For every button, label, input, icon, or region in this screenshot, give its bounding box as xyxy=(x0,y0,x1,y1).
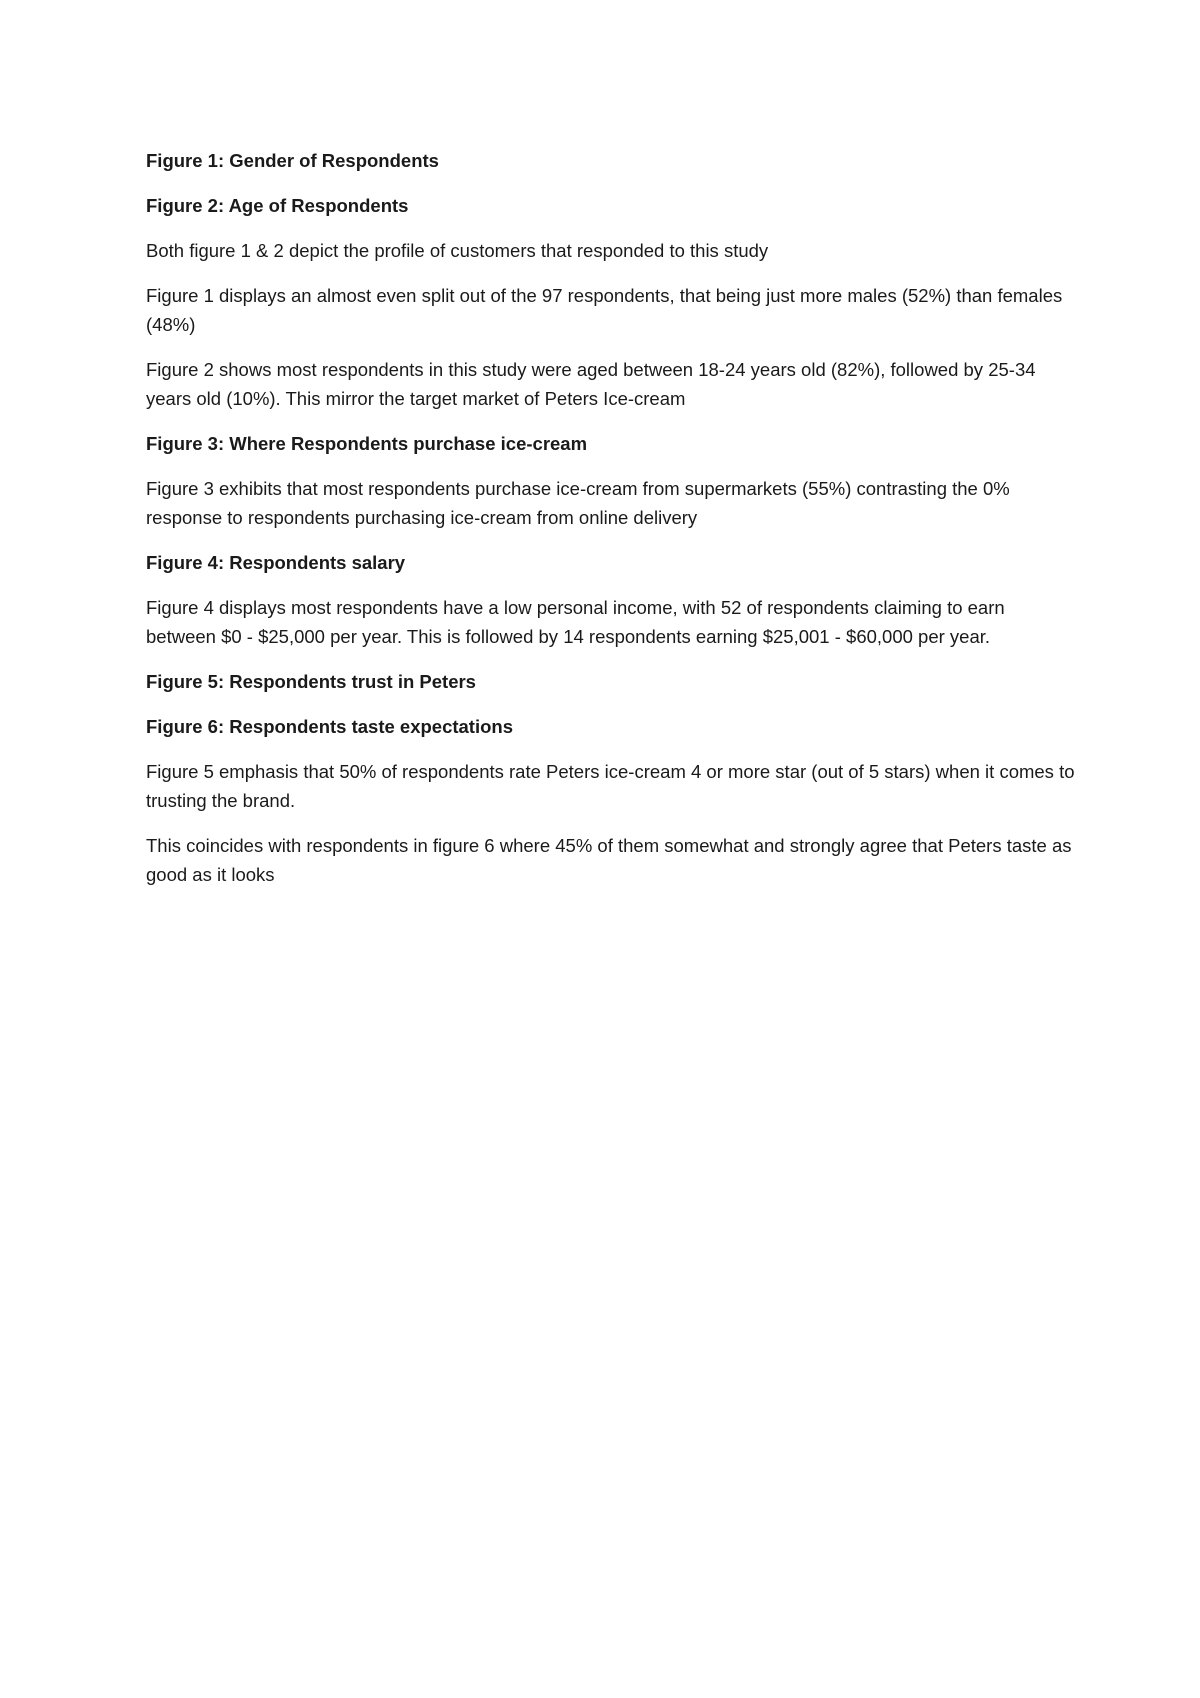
figure-3-heading: Figure 3: Where Respondents purchase ice-cream xyxy=(146,433,588,454)
figure-5-heading: Figure 5: Respondents trust in Peters xyxy=(146,671,476,692)
figure-2-heading: Figure 2: Age of Respondents xyxy=(146,195,409,216)
figure-4-heading: Figure 4: Respondents salary xyxy=(146,552,406,573)
figure-6-heading: Figure 6: Respondents taste expectations xyxy=(146,716,514,737)
figure-3-paragraph: Figure 3 exhibits that most respondents purchase ice-cream from supermarkets (55%) contrasting the 0% response to respondents purchasing ice-cream from online delivery xyxy=(146,478,1010,528)
profile-paragraph: Both figure 1 & 2 depict the profile of customers that responded to this study xyxy=(146,240,769,261)
figure-2-paragraph: Figure 2 shows most respondents in this study were aged between 18-24 years old (82%), followed by 25-34 years old (10%). This mirror the target market of Peters Ice-cream xyxy=(146,359,1036,409)
figure-4-paragraph: Figure 4 displays most respondents have a low personal income, with 52 of respondents claiming to earn between $0 - $25,000 per year. This is followed by 14 respondents earning $25,001 - $60,000 per year. xyxy=(146,597,1005,647)
figure-1-heading: Figure 1: Gender of Respondents xyxy=(146,150,439,171)
figure-6-paragraph: This coincides with respondents in figure 6 where 45% of them somewhat and strongly agree that Peters taste as good as it looks xyxy=(146,835,1072,885)
figure-5-paragraph: Figure 5 emphasis that 50% of respondents rate Peters ice-cream 4 or more star (out of 5 stars) when it comes to trusting the brand. xyxy=(146,761,1075,811)
document-body xyxy=(146,146,1076,905)
figure-1-paragraph: Figure 1 displays an almost even split out of the 97 respondents, that being just more males (52%) than females (48%) xyxy=(146,285,1063,335)
